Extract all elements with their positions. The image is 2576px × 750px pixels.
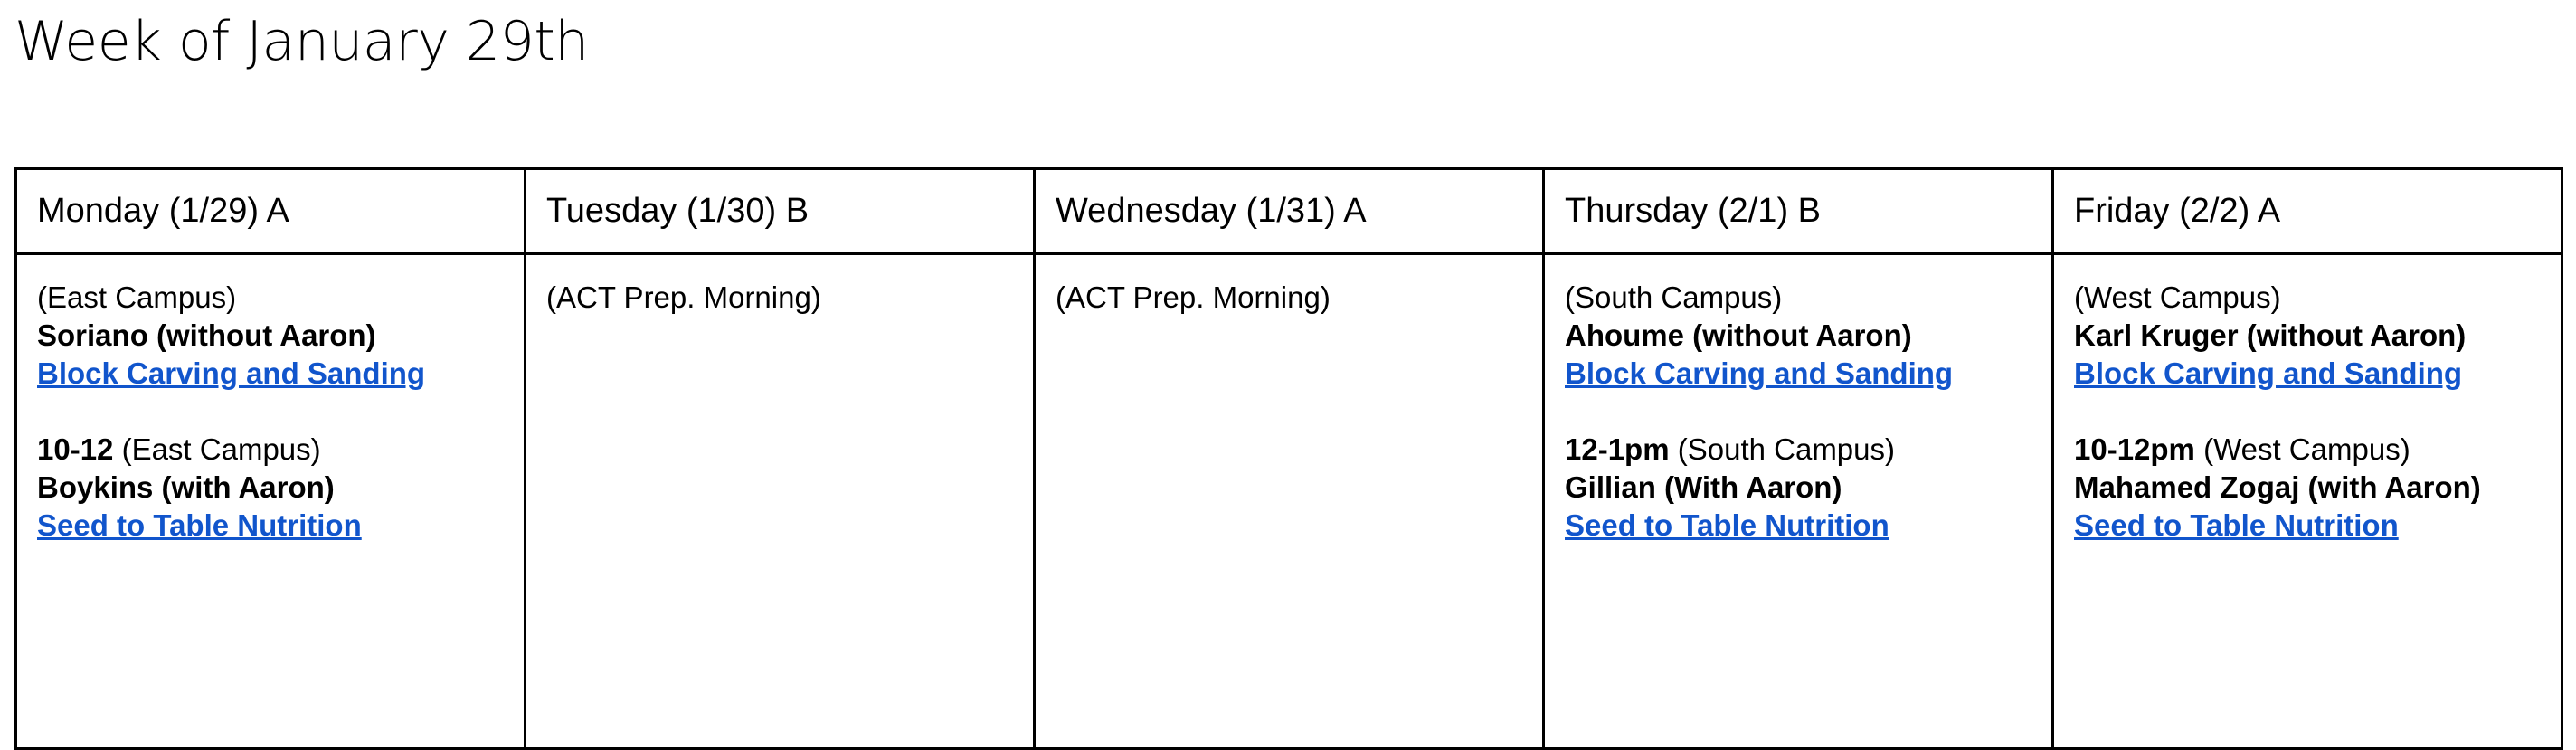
schedule-header-row [16, 169, 2562, 254]
day-header-monday: Monday (1/29) A [16, 169, 526, 254]
session-teacher: Gillian (With Aaron) [1565, 470, 1842, 504]
lesson-link-seed-to-table[interactable]: Seed to Table Nutrition [2074, 508, 2399, 542]
day-header-thursday: Thursday (2/1) B [1544, 169, 2053, 254]
lesson-link-block-carving[interactable]: Block Carving and Sanding [37, 356, 426, 390]
day-cell-monday [16, 254, 526, 749]
lesson-link-seed-to-table[interactable]: Seed to Table Nutrition [1565, 508, 1889, 542]
day-cell-wednesday [1035, 254, 1544, 749]
day-note: (ACT Prep. Morning) [1056, 280, 1331, 314]
session-location: (South Campus) [1677, 432, 1895, 466]
day-header-friday: Friday (2/2) A [2053, 169, 2562, 254]
session-spacer [1565, 393, 2031, 431]
lesson-link-seed-to-table[interactable]: Seed to Table Nutrition [37, 508, 362, 542]
session-time-location [37, 431, 504, 469]
session-teacher: Boykins (with Aaron) [37, 470, 335, 504]
session-time: 10-12 [37, 432, 114, 466]
session-time-location [2074, 431, 2541, 469]
session-location: (West Campus) [2203, 432, 2410, 466]
session-teacher: Ahoume (without Aaron) [1565, 318, 1912, 352]
session-location: (East Campus) [37, 280, 237, 314]
session-spacer [2074, 393, 2541, 431]
session-location: (West Campus) [2074, 280, 2281, 314]
day-cell-tuesday [526, 254, 1035, 749]
lesson-link-block-carving[interactable]: Block Carving and Sanding [2074, 356, 2463, 390]
session-location: (East Campus) [121, 432, 321, 466]
day-header-tuesday: Tuesday (1/30) B [526, 169, 1035, 254]
weekly-schedule-table [14, 167, 2563, 750]
day-note: (ACT Prep. Morning) [546, 280, 821, 314]
schedule-body-row [16, 254, 2562, 749]
day-cell-thursday [1544, 254, 2053, 749]
session-location: (South Campus) [1565, 280, 1783, 314]
session-time: 12-1pm [1565, 432, 1670, 466]
lesson-link-block-carving[interactable]: Block Carving and Sanding [1565, 356, 1954, 390]
session-teacher: Mahamed Zogaj (with Aaron) [2074, 470, 2481, 504]
day-header-wednesday: Wednesday (1/31) A [1035, 169, 1544, 254]
page-title: Week of January 29th [14, 10, 589, 73]
session-time: 10-12pm [2074, 432, 2195, 466]
day-cell-friday [2053, 254, 2562, 749]
session-time-location [1565, 431, 2031, 469]
session-teacher: Karl Kruger (without Aaron) [2074, 318, 2467, 352]
session-spacer [37, 393, 504, 431]
session-teacher: Soriano (without Aaron) [37, 318, 376, 352]
